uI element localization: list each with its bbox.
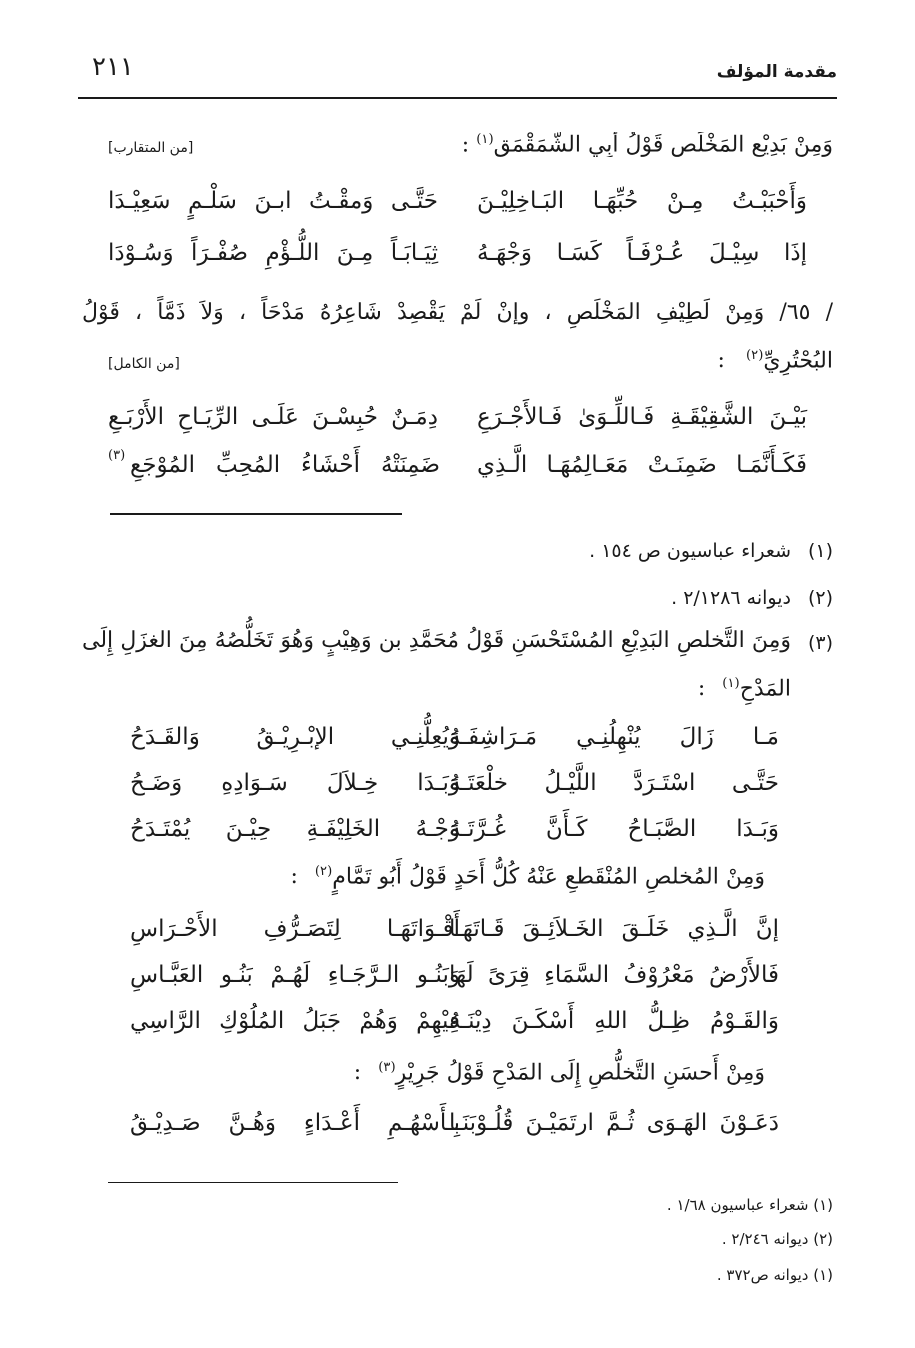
colon: : (697, 676, 706, 702)
footnote-number: (٢) (807, 587, 833, 609)
verse (108, 962, 807, 1002)
verse (108, 724, 807, 764)
footnote-number: (١) (807, 540, 833, 562)
hemistich-second: بِـأَسْهُـمِ أَعْـدَاءٍ وَهُـنَّ صَـدِيْـقُ (130, 1110, 460, 1136)
hemistich-first: إذَا سِيْـلَ عُـرْفَـاً كَسَـا وَجْهَـهُ (477, 240, 807, 266)
hemistich-second: وَبَنُـو الـرَّجَـاءِ لَهُـمْ بَنُـو العَبَّـاسِ (130, 962, 460, 988)
intro-text: وَمِنْ أَحسَنِ التَّخلُّصِ إِلَى المَدْحِ قَوْلُ جَرِيْرٍ (395, 1060, 765, 1086)
intro-line-1 (300, 132, 833, 157)
hemistich-first: وَأَحْبَبْـتُ مِـنْ حُبِّهَـا البَـاخِلِيْـنَ (477, 188, 807, 214)
footnote-text: المَدْحِ (739, 676, 791, 702)
colon: : (717, 348, 725, 374)
footnote-ref: (٢) (314, 864, 333, 879)
verse (108, 770, 807, 810)
hemistich-second: وَيُعِلُّنِـي الإبْـرِيْـقُ وَالقَـدَحُ (130, 724, 460, 750)
hemistich-first: فَكَـأَنَّمَـا ضَمِنَـتْ مَعَـالِمُهَـا الَّـذِي (477, 452, 807, 478)
hemistich-first: مَـا زَالَ يُنْهِلُنِـي مَـرَاشِفَـهُ (449, 724, 779, 750)
colon: : (461, 132, 470, 158)
verse (108, 404, 807, 444)
footnote-line: وَمِنَ التَّخلصِ البَدِيْعِ المُسْتَحْسَنِ قَوْلُ مُحَمَّدِ بن وَهِيْبٍ وَهُوَ تَخَلُّصُهُ مِنَ الغزَلِ إِلَى (82, 628, 791, 653)
footnote-line (698, 676, 791, 701)
sub-footnote: (١) شعراء عباسيون ١/٦٨ . (666, 1196, 833, 1214)
hemistich-first: فَالأَرْضُ مَعْرُوْفُ السَّمَاءِ قِرَىً لَهَا (449, 962, 779, 988)
hemistich-first: بَيْـنَ الشَّقِيْقَـةِ فَـاللِّـوَىٰ فَـالأَجْـرَعِ (477, 404, 807, 430)
footnote-ref: (١) (722, 676, 740, 691)
footnote-ref: (٢) (745, 348, 764, 363)
hemistich-second: وَجْـهُ الخَلِيْفَـةِ حِيْـنَ يُمْتَـدَحُ (130, 816, 460, 842)
colon: : (353, 1060, 362, 1086)
header-rule (78, 97, 837, 99)
footnote-ref: (١) (476, 132, 494, 147)
verse (108, 916, 807, 956)
hemistich-second: ضَمِنَتْهُ أَحْشَاءُ المُحِبِّ المُوْجَعِ (130, 452, 440, 478)
page-number: ٢١١ (92, 52, 134, 82)
paragraph-line (718, 348, 833, 373)
meter-label: [من الكامل] (108, 356, 180, 372)
footnote-separator (108, 1182, 398, 1183)
meter-label: [من المتقارب] (108, 140, 194, 156)
intro-text: وَمِنْ بَدِيْعِ المَخْلَصِ قَوْلُ أَبِي الشَّمَقْمَقِ (493, 132, 833, 158)
hemistich-second: فِيْهِمْ وَهُمْ جَبَلُ المُلُوْكِ الرَّاسِي (130, 1008, 460, 1034)
hemistich-second: حَتَّـى وَمقْـتُ ابـنَ سَلْـمٍ سَعِيْـدَا (108, 188, 438, 214)
intro-line (290, 864, 765, 889)
intro-line (354, 1060, 765, 1085)
hemistich-second: دِمَـنٌ حُبِسْـنَ عَلَـى الرِّيَـاحِ الأَرْبَـعِ (108, 404, 438, 430)
hemistich-first: حَتَّـى اسْتَـرَدَّ اللَّيْـلُ خلْعَتَـهُ (449, 770, 779, 796)
verse (108, 1008, 807, 1048)
footnote-ref: (٣) (108, 448, 126, 463)
hemistich-first: وَالقَـوْمُ ظِـلُّ اللهِ أَسْكَـنَ دِيْنَـهُ (449, 1008, 779, 1034)
poet-name: البُحْتُرِيِّ (763, 348, 833, 374)
running-header: مقدمة المؤلف (716, 62, 837, 82)
sub-footnote: (١) ديوانه ص٣٧٢ . (716, 1266, 833, 1284)
footnote (671, 587, 833, 609)
hemistich-second: ثِيَـابَـاً مِـنَ اللُّـؤْمِ صُفْـرَاً وَسُـوْدَا (108, 240, 438, 266)
intro-text: وَمِنْ المُخلصِ المُنْقَطعِ عَنْهُ كُلُّ أَحَدٍ قَوْلُ أَبُو تَمَّامٍ (332, 864, 765, 890)
hemistich-second: وَبَـدَا خِـلاَلَ سَـوَادِهِ وَضَـحُ (130, 770, 460, 796)
footnote-separator (110, 513, 402, 515)
verse (108, 188, 807, 228)
footnote-ref: (٣) (378, 1060, 396, 1075)
colon: : (290, 864, 298, 890)
footnote-text: ديوانه ٢/١٢٨٦ . (671, 587, 791, 609)
footnote-text: شعراء عباسيون ص ١٥٤ . (589, 540, 791, 562)
verse (108, 240, 807, 280)
hemistich-second: أَقْـوَاتَهَـا لِتَصَـرُّفِ الأَحْـرَاسِ (130, 916, 460, 942)
hemistich-first: وَبَـدَا الصَّبَـاحُ كَـأَنَّ غُـرَّتَـهُ (449, 816, 779, 842)
verse (108, 448, 807, 492)
hemistich-first: دَعَـوْنَ الهَـوَى ثُـمَّ ارتَمَيْـنَ قُلُـوْبَنَـا (449, 1110, 779, 1136)
verse (108, 1110, 807, 1150)
hemistich-first: إنَّ الَّـذِي خَلَـقَ الخَـلاَئِـقَ قَـاتَهَـا (449, 916, 779, 942)
verse (108, 816, 807, 856)
paragraph-line: / ٦٥/ وَمِنْ لَطِيْفِ المَخْلَصِ ، وإنْ لَمْ يَقْصِدْ شَاعِرُهُ مَدْحَاً ، وَلاَ ذَمَّاً ، قَوْلُ (82, 300, 834, 325)
footnote (589, 540, 833, 562)
sub-footnote: (٢) ديوانه ٢/٢٤٦ . (721, 1230, 833, 1248)
footnote-number: (٣) (807, 632, 833, 654)
